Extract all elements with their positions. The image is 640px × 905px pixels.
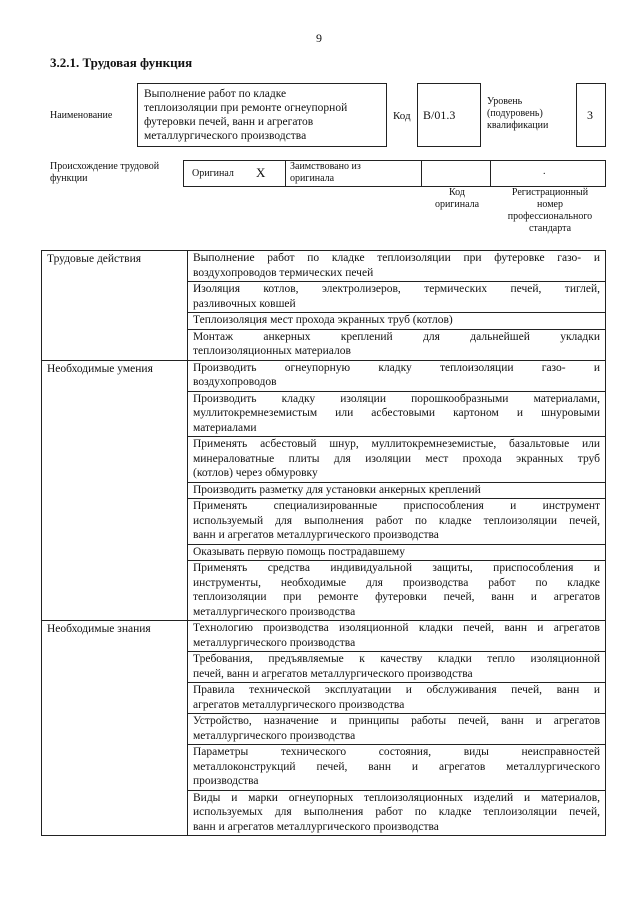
table-item <box>192 561 601 619</box>
level-line: квалификации <box>487 120 549 131</box>
item-line: производства <box>193 775 259 787</box>
table-rule <box>41 620 42 836</box>
caption-line: Регистрационный <box>511 187 589 198</box>
table-rule <box>41 360 42 622</box>
item-line: теплоизоляционных материалов <box>193 345 351 357</box>
table-rule <box>605 250 606 361</box>
item-line: минераловатные плиты для изоляции мест прохода экранных труб <box>193 452 600 465</box>
item-line: разливочных ковшей <box>193 297 296 310</box>
item-line: металлургического производства <box>193 605 356 618</box>
table-item <box>192 282 601 311</box>
item-line: воздухопроводов <box>193 376 277 388</box>
code-label: Код <box>393 110 411 122</box>
item-line: Производить огнеупорную кладку теплоизоляции газо- и <box>193 361 600 374</box>
item-line: Применять средства индивидуальной защиты, приспособления и <box>193 562 600 574</box>
name-text <box>144 87 384 143</box>
item-line: агрегатов металлургического производства <box>193 698 405 711</box>
item-line: Оказывать первую помощь пострадавшему <box>193 545 405 558</box>
item-line: Производить разметку для установки анкерных креплений <box>193 483 481 496</box>
item-line: инструменты, необходимые для производства работ по кладке <box>193 576 600 589</box>
item-line: Теплоизоляция мест прохода экранных труб (котлов) <box>193 314 453 326</box>
table-item <box>192 483 601 498</box>
level-value: 3 <box>587 108 593 122</box>
table-item <box>192 392 601 436</box>
table-rule <box>41 250 42 361</box>
table-rule <box>187 250 188 361</box>
item-line: металлургического производства <box>193 636 356 649</box>
item-line: Применять асбестовый шнур, муллитокремнеземистые, базальтовые или <box>193 438 600 450</box>
name-line: металлургического производства <box>144 130 307 142</box>
origin-label <box>50 161 159 185</box>
item-line: муллитокремнеземистым или асбестовыми картоном и шнуровыми <box>193 407 600 419</box>
page-number: 9 <box>316 31 322 45</box>
caption-line: оригинала <box>434 199 480 210</box>
group-title: Необходимые умения <box>47 362 153 375</box>
item-line: Технологию производства изоляционной кладки печей, ванн и агрегатов <box>193 622 600 634</box>
original-mark: X <box>256 165 266 180</box>
origin-divider <box>285 160 286 187</box>
item-line: Устройство, назначение и принципы работы печей, ванн и агрегатов <box>193 715 600 727</box>
table-item <box>192 791 601 835</box>
item-line: Выполнение работ по кладке теплоизоляции при футеровке газо- и <box>193 252 600 264</box>
name-label: Наименование <box>50 110 113 121</box>
level-line: (подуровень) <box>487 108 543 119</box>
item-line: воздухопроводов термических печей <box>193 266 374 279</box>
table-rule <box>605 360 606 622</box>
table-rule <box>187 620 188 836</box>
table-item <box>192 251 601 280</box>
caption-line: профессионального <box>507 211 593 222</box>
item-line: Изоляция котлов, электролизеров, термических печей, тиглей, <box>193 283 600 295</box>
caption-line: стандарта <box>528 223 572 234</box>
borrowed-label <box>290 161 361 185</box>
caption-line: Код <box>449 187 465 198</box>
item-line: материалами <box>193 421 257 434</box>
code-value: B/01.3 <box>423 108 456 122</box>
reg-dot: . <box>543 166 546 177</box>
code-original-caption <box>424 187 490 211</box>
item-line: (котлов) через обмуровку <box>193 467 318 479</box>
level-line: Уровень <box>487 96 523 107</box>
item-line: ванн и агрегатов металлургического производства <box>193 820 439 833</box>
group-title: Трудовые действия <box>47 253 142 265</box>
item-line: Производить кладку изоляции порошкообразными материалами, <box>193 392 600 405</box>
item-line: Правила технической эксплуатации и обслуживания печей, ванн и <box>193 684 600 696</box>
borrowed-line: Заимствовано из <box>290 161 361 172</box>
item-line: используемый для выполнения работ по кладке теплоизоляции печей, <box>193 514 600 527</box>
group-title: Необходимые знания <box>47 623 151 635</box>
item-line: теплоизоляции при ремонте футеровки печей, ванн и агрегатов <box>193 591 600 603</box>
table-rule <box>187 360 188 622</box>
table-item <box>192 683 601 712</box>
item-line: ванн и агрегатов металлургического производства <box>193 529 439 541</box>
name-line: Выполнение работ по кладке <box>144 88 287 100</box>
table-item <box>192 714 601 743</box>
table-item <box>192 330 601 359</box>
table-item <box>192 361 601 390</box>
item-line: Монтаж анкерных креплений для дальнейшей укладки <box>193 330 600 343</box>
section-title: 3.2.1. Трудовая функция <box>50 55 193 70</box>
name-line: теплоизоляции при ремонте огнеупорной <box>144 102 348 114</box>
origin-divider <box>421 160 422 187</box>
item-line: металлоконструкций печей, ванн и агрегатов металлургического <box>193 760 600 773</box>
origin-line: функции <box>50 173 88 184</box>
item-line: металлургического производства <box>193 729 356 742</box>
origin-divider <box>490 160 491 187</box>
borrowed-line: оригинала <box>290 173 335 184</box>
item-line: Параметры технического состояния, виды неисправностей <box>193 746 600 758</box>
reg-number-caption <box>494 187 606 235</box>
table-item <box>192 313 601 328</box>
table-item <box>192 499 601 543</box>
table-rule <box>605 620 606 836</box>
table-item <box>192 545 601 560</box>
table-item <box>192 652 601 681</box>
table-rule <box>41 835 606 836</box>
item-line: Виды и марки огнеупорных теплоизоляционных изделий и материалов, <box>193 791 600 804</box>
item-line: Требования, предъявляемые к качеству кладки тепло изоляционной <box>193 653 600 665</box>
item-line: используемых для выполнения работ по кладке теплоизоляции печей, <box>193 806 600 818</box>
item-line: печей, ванн и агрегатов металлургического производства <box>193 667 473 680</box>
table-item <box>192 437 601 481</box>
item-line: Применять специализированные приспособления и инструмент <box>193 500 600 512</box>
original-label: Оригинал <box>192 168 234 179</box>
name-line: футеровки печей, ванн и агрегатов <box>144 116 314 128</box>
level-label <box>487 96 548 132</box>
origin-line: Происхождение трудовой <box>50 161 160 172</box>
table-item <box>192 745 601 789</box>
table-item <box>192 621 601 650</box>
caption-line: номер <box>537 199 563 210</box>
